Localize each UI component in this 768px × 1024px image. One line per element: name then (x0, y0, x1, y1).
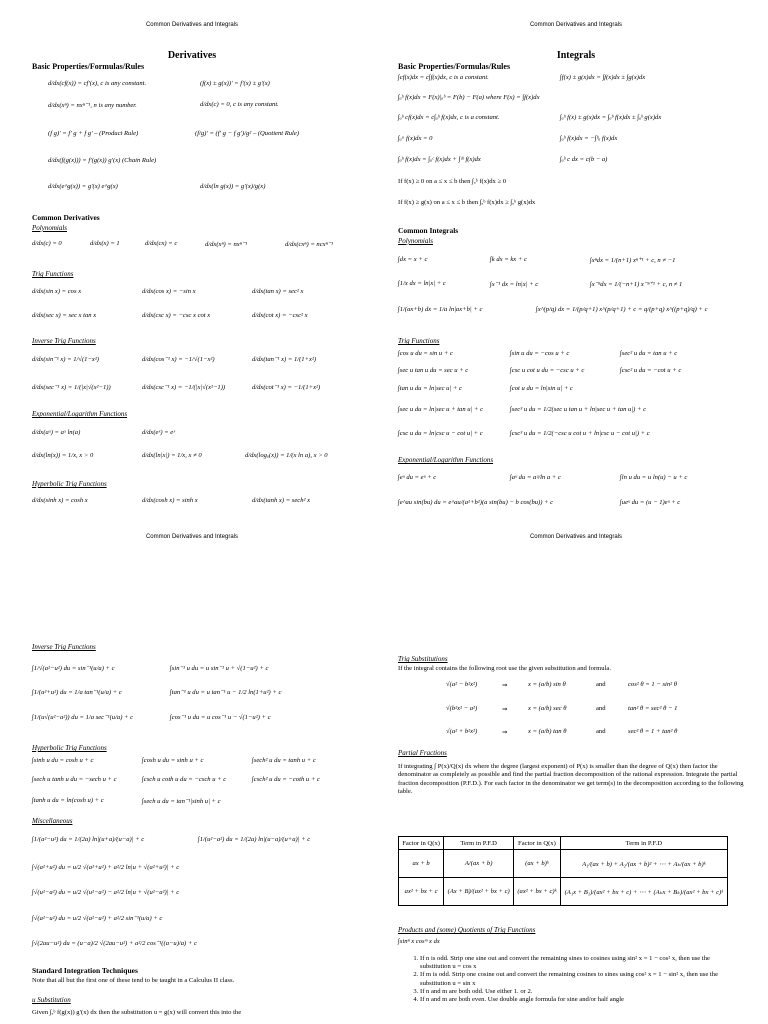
list-item: 1. If n is odd. Strip one sine out and convert the remaining sines to cosines using sin² x = 1 − cos² x, then use the substitution u = cos x (420, 955, 732, 971)
formula: ∫ₐᵇ c dx = c(b − a) (560, 156, 608, 163)
formula: d/dx(cx) = c (145, 240, 178, 247)
formula: d/dx(tanh x) = sech² x (252, 497, 311, 504)
page-four (384, 512, 768, 1024)
integrals-title: Integrals (556, 50, 596, 61)
standard-techniques-heading: Standard Integration Techniques (32, 966, 138, 975)
formula: ∫ueᵘ du = (u − 1)eᵘ + c (620, 499, 681, 506)
product-rule: (f g)′ = f′ g + f g′ – (Product Rule) (48, 130, 139, 137)
sub-identity: sec² θ = 1 + tan² θ (628, 728, 678, 735)
formula: d/dx(cosh x) = sinh x (142, 497, 198, 504)
formula: ∫ₐᵇ f(x)dx = F(x)|ₐᵇ = F(b) − F(a) where F(x) = ∫f(x)dx (398, 94, 540, 101)
formula: ∫ₐᵃ f(x)dx = 0 (398, 135, 433, 142)
derivatives-title: Derivatives (167, 50, 217, 61)
formula: ∫1/(u√(u²−a²)) du = 1/a sec⁻¹(u/a) + c (32, 714, 134, 721)
table-cell: ax² + bx + c (399, 878, 444, 906)
formula: ∫tan u du = ln|sec u| + c (398, 385, 462, 392)
formula: ∫sin u du = −cos u + c (510, 350, 570, 357)
chain-rule: d/dx(f(g(x))) = f′(g(x)) g′(x) (Chain Rule) (48, 157, 157, 164)
formula: ∫cos⁻¹ u du = u cos⁻¹ u − √(1−u²) + c (170, 714, 271, 721)
formula: ∫tanh u du = ln(cosh u) + c (32, 797, 104, 804)
formula: d/dx(ln g(x)) = g′(x)/g(x) (200, 183, 266, 190)
formula: ∫csc u cot u du = −csc u + c (510, 367, 585, 374)
formula: ∫cos u du = sin u + c (398, 350, 453, 357)
formula: d/dx(cxⁿ) = ncxⁿ⁻¹ (285, 241, 334, 248)
formula: d/dx(cf(x)) = cf′(x), c is any constant. (48, 80, 147, 87)
formula: d/dx(e^g(x)) = g′(x) e^g(x) (48, 183, 118, 190)
formula: d/dx(logₐ(x)) = 1/(x ln a), x > 0 (245, 452, 328, 459)
common-derivatives-heading: Common Derivatives (32, 213, 100, 222)
trig-substitutions-heading: Trig Substitutions (398, 655, 448, 663)
formula: d/dx(csc x) = −csc x cot x (142, 312, 211, 319)
formula: d/dx(x) = 1 (90, 240, 120, 247)
formula: ∫cosh u du = sinh u + c (142, 757, 204, 764)
page-header: Common Derivatives and Integrals (145, 22, 239, 28)
formula: d/dx(sin⁻¹ x) = 1/√(1−x²) (32, 356, 100, 363)
inverse-trig-heading: Inverse Trig Functions (32, 337, 96, 345)
products-quotients-heading: Products and (some) Quotients of Trig Functions (398, 926, 536, 934)
exp-log-heading: Exponential/Logarithm Functions (32, 410, 128, 418)
formula: ∫x⁻¹ dx = ln|x| + c (490, 281, 539, 288)
polynomials-heading: Polynomials (32, 224, 67, 232)
table-cell: ax + b (399, 850, 444, 878)
formula: d/dx(cot⁻¹ x) = −1/(1+x²) (252, 384, 321, 391)
formula: d/dx(cos⁻¹ x) = −1/√(1−x²) (142, 356, 215, 363)
formula: d/dx(sinh x) = cosh x (32, 497, 88, 504)
u-substitution-heading: u Substitution (32, 996, 71, 1004)
formula: d/dx(c) = 0 (32, 240, 62, 247)
formula: ∫sinⁿ x cosᵐ x dx (398, 938, 440, 945)
basic-rules-heading: Basic Properties/Formulas/Rules (398, 62, 511, 71)
formula: ∫csc² u du = −cot u + c (620, 367, 682, 374)
table-cell: (ax + b)ᵏ (514, 850, 561, 878)
sub-root: √(b²x² − a²) (446, 705, 478, 712)
formula: ∫ₐᵇ f(x)dx = −∫ᵇₐ f(x)dx (560, 135, 618, 142)
formula: ∫csc u du = ln|csc u − cot u| + c (398, 430, 483, 437)
formula: d/dx(ln|x|) = 1/x, x ≠ 0 (142, 452, 202, 459)
table-header: Factor in Q(x) (399, 837, 444, 850)
formula: d/dx(xⁿ) = nxⁿ⁻¹, n is any number. (48, 102, 137, 109)
formula: d/dx(xⁿ) = nxⁿ⁻¹ (205, 241, 248, 248)
pfd-table (398, 836, 728, 906)
page-header: Common Derivatives and Integrals (145, 534, 239, 540)
table-row (399, 878, 728, 906)
formula: d/dx(sec x) = sec x tan x (32, 312, 97, 319)
sub-root: √(a² + b²x²) (446, 728, 478, 735)
table-header: Term in P.F.D (444, 837, 514, 850)
formula: ∫√(u²−a²) du = u/2 √(u²−a²) − a²/2 ln|u + √(u²−a²)| + c (32, 889, 180, 896)
u-substitution-text: Given ∫ₐᵇ f(g(x)) g′(x) dx then the substitution u = g(x) will convert this into the (32, 1009, 242, 1016)
trig-sub-intro: If the integral contains the following root use the given substitution and formula. (398, 665, 611, 672)
formula: ∫1/√(a²−u²) du = sin⁻¹(u/a) + c (32, 665, 115, 672)
formula: ∫sec² u du = tan u + c (620, 350, 678, 357)
formula: ∫√(2au−u²) du = (u−a)/2 √(2au−u²) + a²/2 cos⁻¹((a−u)/a) + c (32, 940, 197, 947)
formula: ∫sech u tanh u du = −sech u + c (32, 776, 117, 783)
formula: ∫cf(x)dx = c∫f(x)dx, c is a constant. (398, 74, 489, 81)
page-derivatives (0, 0, 384, 512)
formula: ∫1/(ax+b) dx = 1/a ln|ax+b| + c (398, 306, 483, 313)
table-cell: (ax² + bx + c)ᵏ (514, 878, 561, 906)
formula: ∫sinh u du = cosh u + c (32, 757, 94, 764)
table-cell: (Ax + B)/(ax² + bx + c) (444, 878, 514, 906)
formula: ∫sech u du = tan⁻¹|sinh u| + c (142, 798, 221, 805)
list-item: 3. If n and m are both odd. Use either 1. or 2. (420, 988, 732, 996)
basic-rules-heading: Basic Properties/Formulas/Rules (32, 62, 145, 71)
formula: ∫sec u du = ln|sec u + tan u| + c (398, 406, 484, 413)
table-header: Term in P.F.D (560, 837, 727, 850)
formula: d/dx(cos x) = −sin x (142, 288, 196, 295)
page-three (0, 512, 384, 1024)
formula: ∫csc³ u du = 1/2(−csc u cot u + ln|csc u − cot u|) + c (510, 430, 650, 437)
sub-arrow: ⇒ (502, 729, 508, 736)
formula: d/dx(ln(x)) = 1/x, x > 0 (32, 452, 94, 459)
formula: d/dx(tan x) = sec² x (252, 288, 304, 295)
formula: d/dx(sec⁻¹ x) = 1/(|x|√(x²−1)) (32, 384, 111, 391)
sub-substitution: x = (a/b) sin θ (528, 681, 566, 688)
hyperbolic-heading: Hyperbolic Trig Functions (32, 480, 107, 488)
table-cell: A₁/(ax + b) + A₂/(ax + b)² + ⋯ + Aₖ/(ax + b)ᵏ (560, 850, 727, 878)
table-cell: (A₁x + B₁)/(ax² + bx + c) + ⋯ + (Aₖx + Bₖ)/(ax² + bx + c)ᵏ (560, 878, 727, 906)
sub-substitution: x = (a/b) tan θ (528, 728, 567, 735)
formula: (f(x) ± g(x))′ = f′(x) ± g′(x) (200, 80, 270, 87)
sub-identity: cos² θ = 1 − sin² θ (628, 681, 678, 688)
formula: If f(x) ≥ 0 on a ≤ x ≤ b then ∫ₐᵇ f(x)dx ≥ 0 (398, 178, 507, 185)
formula: ∫1/x dx = ln|x| + c (398, 280, 446, 287)
formula: ∫1/(a²+u²) du = 1/a tan⁻¹(u/a) + c (32, 689, 122, 696)
sub-root: √(a² − b²x²) (446, 681, 478, 688)
table-cell: A/(ax + b) (444, 850, 514, 878)
page-header: Common Derivatives and Integrals (529, 22, 623, 28)
formula: ∫√(a²+u²) du = u/2 √(a²+u²) + a²/2 ln|u + √(a²+u²)| + c (32, 864, 180, 871)
formula: ∫csch² u du = −coth u + c (252, 776, 320, 783)
hyperbolic-heading: Hyperbolic Trig Functions (32, 744, 107, 752)
formula: ∫sin⁻¹ u du = u sin⁻¹ u + √(1−u²) + c (170, 665, 269, 672)
products-steps-list (412, 955, 732, 1004)
formula: d/dx(csc⁻¹ x) = −1/(|x|√(x²−1)) (142, 384, 226, 391)
trig-functions-heading: Trig Functions (398, 337, 440, 345)
formula: ∫aᵘ du = aᵘ/ln a + c (510, 474, 561, 481)
formula: ∫k dx = kx + c (490, 256, 527, 263)
list-item: 4. If n and m are both even. Use double angle formula for sine and/or half angle (420, 996, 732, 1004)
sub-substitution: x = (a/b) sec θ (528, 705, 567, 712)
formula: ∫x^(p/q) dx = 1/(p/q+1) x^(p/q+1) + c = q/(p+q) x^((p+q)/q) + c (536, 306, 708, 313)
inverse-trig-heading: Inverse Trig Functions (32, 643, 96, 651)
formula: ∫eᵘ du = eᵘ + c (398, 474, 437, 481)
formula: ∫ₐᵇ f(x)dx = ∫ₐᶜ f(x)dx + ∫ᶜᵇ f(x)dx (398, 156, 481, 163)
exp-log-heading: Exponential/Logarithm Functions (398, 456, 494, 464)
formula: ∫xⁿdx = 1/(n+1) xⁿ⁺¹ + c, n ≠ −1 (590, 257, 676, 264)
formula: ∫sech² u du = tanh u + c (252, 757, 316, 764)
partial-fractions-heading: Partial Fractions (398, 749, 447, 757)
sub-and: and (596, 681, 606, 688)
formula: ∫sec u tan u du = sec u + c (398, 367, 469, 374)
formula: d/dx(c) = 0, c is any constant. (200, 101, 279, 108)
formula: d/dx(eˣ) = eˣ (142, 429, 176, 436)
formula: ∫csch u coth u du = −csch u + c (142, 776, 227, 783)
sub-identity: tan² θ = sec² θ − 1 (628, 705, 678, 712)
formula: d/dx(aˣ) = aˣ ln(a) (32, 429, 81, 436)
formula: ∫1/(u²−a²) du = 1/(2a) ln|(u−a)/(u+a)| + c (198, 836, 311, 843)
page-header: Common Derivatives and Integrals (529, 534, 623, 540)
miscellaneous-heading: Miscellaneous (32, 817, 73, 825)
formula: ∫tan⁻¹ u du = u tan⁻¹ u − 1/2 ln(1+u²) + c (170, 689, 282, 696)
formula: ∫ₐᵇ cf(x)dx = c∫ₐᵇ f(x)dx, c is a constant. (398, 114, 500, 121)
sub-arrow: ⇒ (502, 682, 508, 689)
sub-arrow: ⇒ (502, 706, 508, 713)
partial-fractions-text: If integrating ∫ P(x)/Q(x) dx where the degree (largest exponent) of P(x) is smaller than the degree of Q(x) then factor the denominator as completely as possible and find the partial fraction decomposition of the rational expression. Integrate the partial fraction decomposition (P.F.D.). For each factor in the denominator we get term(s) in the decomposition according to the following table. (398, 763, 744, 796)
common-integrals-heading: Common Integrals (398, 226, 459, 235)
table-row (399, 850, 728, 878)
formula: d/dx(sin x) = cos x (32, 288, 82, 295)
formula: ∫1/(a²−u²) du = 1/(2a) ln|(u+a)/(u−a)| + c (32, 836, 145, 843)
trig-functions-heading: Trig Functions (32, 270, 74, 278)
formula: ∫x⁻ⁿdx = 1/(−n+1) x⁻ⁿ⁺¹ + c, n ≠ 1 (590, 281, 683, 288)
table-header: Factor in Q(x) (514, 837, 561, 850)
sub-and: and (596, 728, 606, 735)
page-integrals (384, 0, 768, 512)
formula: ∫ₐᵇ f(x) ± g(x)dx = ∫ₐᵇ f(x)dx ± ∫ₐᵇ g(x)dx (560, 114, 662, 121)
list-item: 2. If m is odd. Strip one cosine out and convert the remaining cosines to sines using cos² x = 1 − sin² x, then use the substitution u = sin x (420, 971, 732, 987)
formula: d/dx(tan⁻¹ x) = 1/(1+x²) (252, 356, 317, 363)
formula: d/dx(cot x) = −csc² x (252, 312, 308, 319)
formula: ∫√(a²−u²) du = u/2 √(a²−u²) + a²/2 sin⁻¹(u/a) + c (32, 915, 163, 922)
sub-and: and (596, 705, 606, 712)
techniques-note: Note that all but the first one of these tend to be taught in a Calculus II class. (32, 977, 235, 984)
formula: ∫sec³ u du = 1/2(sec u tan u + ln|sec u + tan u|) + c (510, 406, 646, 413)
polynomials-heading: Polynomials (398, 237, 433, 245)
formula: If f(x) ≥ g(x) on a ≤ x ≤ b then ∫ₐᵇ f(x)dx ≥ ∫ₐᵇ g(x)dx (398, 199, 536, 206)
formula: ∫cot u du = ln|sin u| + c (510, 385, 573, 392)
formula: ∫f(x) ± g(x)dx = ∫f(x)dx ± ∫g(x)dx (560, 74, 646, 81)
formula: ∫ln u du = u ln(u) − u + c (620, 474, 688, 481)
formula: ∫e^au sin(bu) du = e^au/(a²+b²)(a sin(bu) − b cos(bu)) + c (398, 499, 554, 506)
quotient-rule: (f/g)′ = (f′ g − f g′)/g² – (Quotient Rule) (195, 130, 300, 137)
formula: ∫dx = x + c (398, 256, 428, 263)
